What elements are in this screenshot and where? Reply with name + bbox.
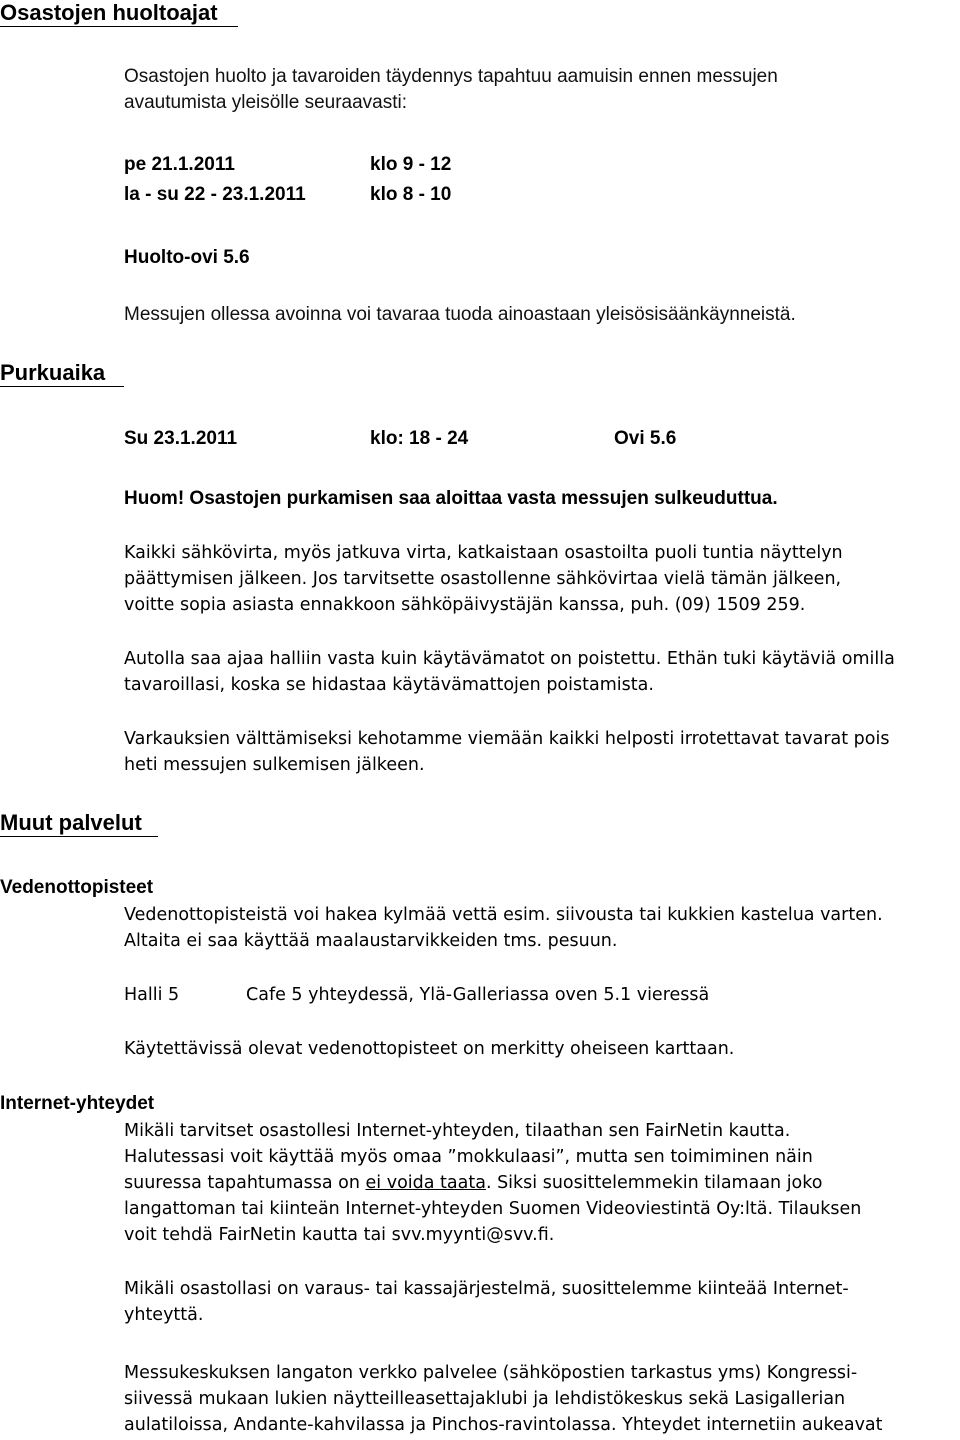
purku-p3-line-1: Varkauksien välttämiseksi kehotamme viemään kaikki helposti irrotettavat tavarat pois: [124, 729, 890, 749]
heading-muut-palvelut: Muut palvelut: [0, 810, 158, 837]
vedenotto-map-note: Käytettävissä olevat vedenottopisteet on merkitty oheiseen karttaan.: [124, 1039, 735, 1059]
heading-internet-yhteydet: Internet-yhteydet: [0, 1093, 155, 1114]
vedenotto-p1-line-2: Altaita ei saa käyttää maalaustarvikkeiden tms. pesuun.: [124, 931, 618, 951]
heading-osastojen-huoltoajat: Osastojen huoltoajat: [0, 0, 238, 27]
internet-p3-line-2: siivessä mukaan lukien näytteilleasettajaklubi ja lehdistökeskus sekä Lasigallerian: [124, 1389, 846, 1409]
purku-huom: Huom! Osastojen purkamisen saa aloittaa vasta messujen sulkeuduttua.: [124, 488, 778, 509]
schedule-time-1: klo 9 - 12: [370, 154, 452, 175]
huolto-door: Huolto-ovi 5.6: [124, 247, 250, 268]
vedenotto-hall-label: Halli 5: [124, 985, 180, 1005]
internet-p1-line-1: Mikäli tarvitset osastollesi Internet-yhteyden, tilaathan sen FairNetin kautta.: [124, 1121, 791, 1141]
internet-p2-line-1: Mikäli osastollasi on varaus- tai kassajärjestelmä, suosittelemme kiinteää Internet-: [124, 1279, 849, 1299]
purku-p3-line-2: heti messujen sulkemisen jälkeen.: [124, 755, 425, 775]
internet-p3-line-1: Messukeskuksen langaton verkko palvelee (sähköpostien tarkastus yms) Kongressi-: [124, 1363, 858, 1383]
internet-p1-line-2: Halutessasi voit käyttää myös omaa ”mokkulaasi”, mutta sen toimiminen näin: [124, 1147, 813, 1167]
vedenotto-p1-line-1: Vedenottopisteistä voi hakea kylmää vettä esim. siivousta tai kukkien kastelua varten.: [124, 905, 883, 925]
purku-p2-line-2: tavaroillasi, koska se hidastaa käytävämattojen poistamista.: [124, 675, 654, 695]
purku-door: Ovi 5.6: [614, 428, 677, 449]
purku-time: klo: 18 - 24: [370, 428, 469, 449]
purku-p2-line-1: Autolla saa ajaa halliin vasta kuin käytävämatot on poistettu. Ethän tuki käytäviä omilla: [124, 649, 895, 669]
internet-p2-line-2: yhteyttä.: [124, 1305, 204, 1325]
purku-date: Su 23.1.2011: [124, 428, 238, 449]
schedule-day-1: pe 21.1.2011: [124, 154, 235, 175]
internet-p1-line-5: voit tehdä FairNetin kautta tai svv.myynti@svv.fi.: [124, 1225, 555, 1245]
huolto-note: Messujen ollessa avoinna voi tavaraa tuoda ainoastaan yleisösisäänkäynneistä.: [124, 304, 796, 325]
internet-p1-line-3-pre: suuressa tapahtumassa on: [124, 1173, 366, 1193]
purku-p1-line-1: Kaikki sähkövirta, myös jatkuva virta, katkaistaan osastoilta puoli tuntia näyttelyn: [124, 543, 843, 563]
internet-p1-line-3: [124, 1170, 822, 1196]
heading-purkuaika: Purkuaika: [0, 360, 124, 387]
vedenotto-hall-desc: Cafe 5 yhteydessä, Ylä-Galleriassa oven 5.1 vieressä: [246, 985, 710, 1005]
schedule-day-2: la - su 22 - 23.1.2011: [124, 184, 306, 205]
huolto-intro-line-1: Osastojen huolto ja tavaroiden täydennys tapahtuu aamuisin ennen messujen: [124, 66, 778, 87]
schedule-time-2: klo 8 - 10: [370, 184, 452, 205]
internet-p1-line-3-post: . Siksi suosittelemmekin tilamaan joko: [485, 1173, 823, 1193]
purku-p1-line-2: päättymisen jälkeen. Jos tarvitsette osastollenne sähkövirtaa vielä tämän jälkeen,: [124, 569, 842, 589]
internet-p1-line-4: langattoman tai kiinteän Internet-yhteyden Suomen Videoviestintä Oy:ltä. Tilauksen: [124, 1199, 862, 1219]
internet-p3-line-3: aulatiloissa, Andante-kahvilassa ja Pinchos-ravintolassa. Yhteydet internetiin aukeavat: [124, 1415, 883, 1435]
ei-voida-taata-link[interactable]: ei voida taata: [365, 1173, 486, 1193]
huolto-intro-line-2: avautumista yleisölle seuraavasti:: [124, 92, 408, 113]
purku-p1-line-3: voitte sopia asiasta ennakkoon sähköpäivystäjän kanssa, puh. (09) 1509 259.: [124, 595, 806, 615]
heading-vedenottopisteet: Vedenottopisteet: [0, 877, 154, 898]
